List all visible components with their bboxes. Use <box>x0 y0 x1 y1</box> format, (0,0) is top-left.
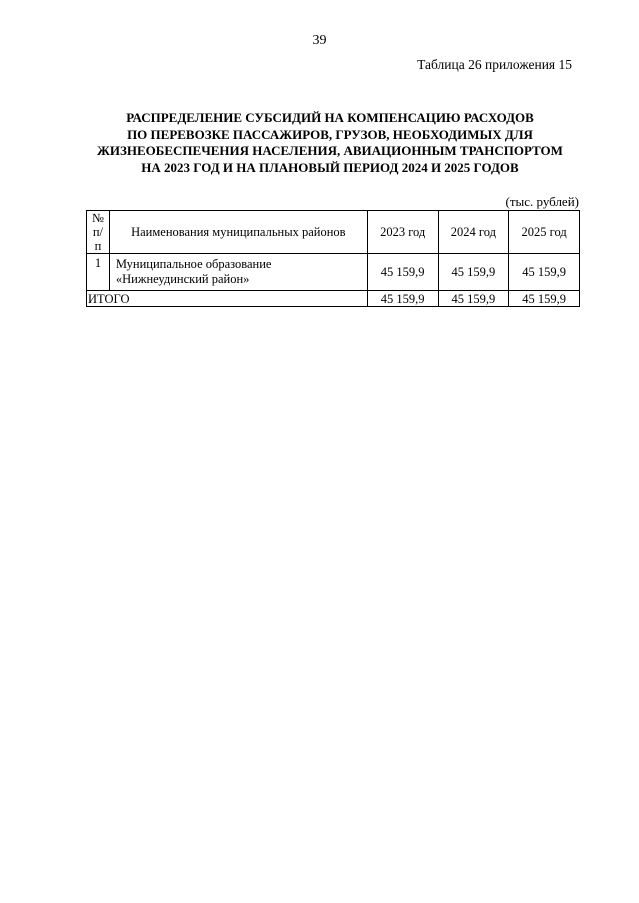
title-line: НА 2023 ГОД И НА ПЛАНОВЫЙ ПЕРИОД 2024 И 2025 ГОДОВ <box>141 159 519 175</box>
header-2023: 2023 год <box>367 211 438 254</box>
total-value-2025: 45 159,9 <box>509 291 580 307</box>
title-line: ПО ПЕРЕВОЗКЕ ПАССАЖИРОВ, ГРУЗОВ, НЕОБХОДИМЫХ ДЛЯ <box>127 126 533 142</box>
title-line: РАСПРЕДЕЛЕНИЕ СУБСИДИЙ НА КОМПЕНСАЦИЮ РАСХОДОВ <box>126 110 534 125</box>
row-value-2025: 45 159,9 <box>509 254 580 291</box>
total-label: ИТОГО <box>87 291 368 307</box>
header-num-line1: № <box>91 211 104 225</box>
table-header-row <box>87 211 580 254</box>
total-value-2024: 45 159,9 <box>438 291 509 307</box>
table-total-row <box>87 291 580 307</box>
row-name-line1: Муниципальное образование <box>115 257 272 271</box>
subsidy-table <box>86 210 580 307</box>
header-num-line2: п/п <box>92 225 104 253</box>
title-line: ЖИЗНЕОБЕСПЕЧЕНИЯ НАСЕЛЕНИЯ, АВИАЦИОННЫМ ТРАНСПОРТОМ <box>97 143 563 158</box>
table-row <box>87 254 580 291</box>
header-2024: 2024 год <box>438 211 509 254</box>
units-label: (тыс. рублей) <box>505 194 579 209</box>
page-number: 39 <box>312 33 327 48</box>
row-num: 1 <box>87 254 110 291</box>
header-name: Наименования муниципальных районов <box>109 211 367 254</box>
document-title <box>80 110 580 176</box>
row-value-2024: 45 159,9 <box>438 254 509 291</box>
header-2025: 2025 год <box>509 211 580 254</box>
header-num <box>87 211 110 254</box>
row-value-2023: 45 159,9 <box>367 254 438 291</box>
total-value-2023: 45 159,9 <box>367 291 438 307</box>
row-name <box>109 254 367 291</box>
row-name-line2: «Нижнеудинский район» <box>115 272 250 286</box>
table-reference: Таблица 26 приложения 15 <box>417 57 572 72</box>
